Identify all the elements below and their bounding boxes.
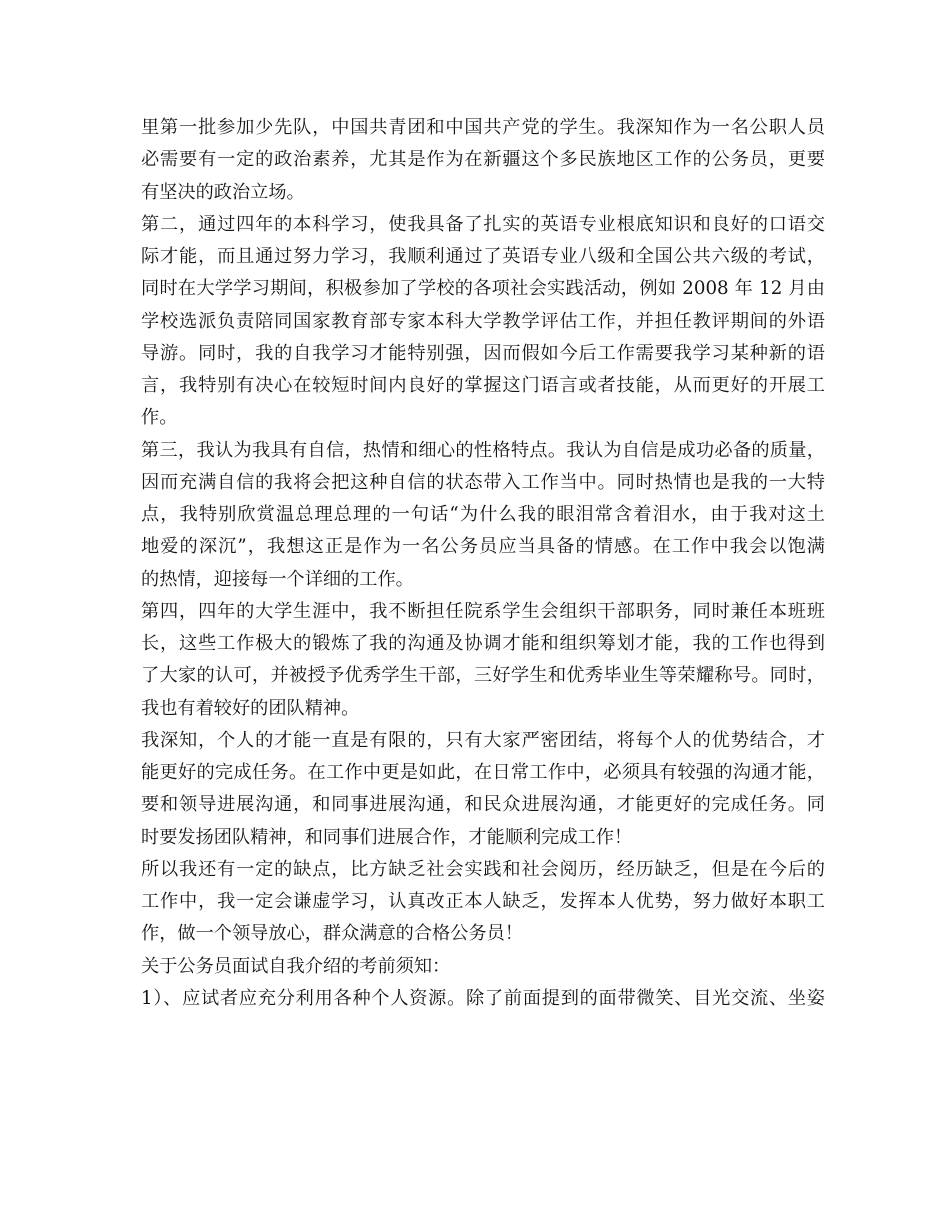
- text-line: 能更好的完成任务。在工作中更是如此，在日常工作中，必须具有较强的沟通才能，: [141, 762, 825, 783]
- body-text: [141, 112, 825, 1015]
- text-line: 点，我特别欣赏温总理总理的一句话“为什么我的眼泪常含着泪水，由于我对这土: [141, 504, 825, 525]
- text-line: 同时在大学学习期间，积极参加了学校的各项社会实践活动，例如 2008 年 12 月由: [141, 278, 825, 300]
- text-line: 1）、应试者应充分利用各种个人资源。除了前面提到的面带微笑、目光交流、坐姿: [141, 987, 825, 1009]
- text-line: 我也有着较好的团队精神。: [141, 697, 360, 719]
- text-line: 必需要有一定的政治素养，尤其是作为在新疆这个多民族地区工作的公务员，更要: [141, 149, 825, 171]
- text-line: 导游。同时，我的自我学习才能特别强，因而假如今后工作需要我学习某种新的语: [141, 342, 825, 364]
- text-line: 言，我特别有决心在较短时间内良好的掌握这门语言或者技能，从而更好的开展工: [141, 375, 825, 396]
- text-line: 有坚决的政治立场。: [141, 181, 305, 203]
- text-line: 第三，我认为我具有自信，热情和细心的性格特点。我认为自信是成功必备的质量，: [141, 439, 825, 461]
- text-line: 因而充满自信的我将会把这种自信的状态带入工作当中。同时热情也是我的一大特: [141, 471, 825, 493]
- text-line: 学校选派负责陪同国家教育部专家本科大学教学评估工作，并担任教评期间的外语: [141, 310, 825, 332]
- text-line: 地爱的深沉”，我想这正是作为一名公务员应当具备的情感。在工作中我会以饱满: [141, 536, 825, 558]
- text-line: 第二，通过四年的本科学习，使我具备了扎实的英语专业根底知识和良好的口语交: [141, 213, 825, 235]
- text-line: 我深知，个人的才能一直是有限的，只有大家严密团结，将每个人的优势结合，才: [141, 729, 825, 751]
- text-line: 了大家的认可，并被授予优秀学生干部，三好学生和优秀毕业生等荣耀称号。同时，: [141, 665, 825, 687]
- text-line: 作。: [141, 407, 178, 429]
- text-line: 的热情，迎接每一个详细的工作。: [141, 568, 414, 590]
- text-line: 要和领导进展沟通，和同事进展沟通，和民众进展沟通，才能更好的完成任务。同: [141, 794, 825, 816]
- text-line: 作，做一个领导放心，群众满意的合格公务员！: [141, 923, 523, 945]
- text-line: 所以我还有一定的缺点，比方缺乏社会实践和社会阅历，经历缺乏，但是在今后的: [141, 858, 825, 880]
- text-line: 际才能，而且通过努力学习，我顺利通过了英语专业八级和全国公共六级的考试，: [141, 246, 825, 267]
- text-line: 长，这些工作极大的锻炼了我的沟通及协调才能和组织筹划才能，我的工作也得到: [141, 633, 825, 654]
- text-line: 时要发扬团队精神，和同事们进展合作，才能顺利完成工作！: [141, 826, 633, 848]
- text-line: 里第一批参加少先队，中国共青团和中国共产党的学生。我深知作为一名公职人员: [141, 117, 825, 138]
- text-line: 工作中，我一定会谦虚学习，认真改正本人缺乏，发挥本人优势，努力做好本职工: [141, 891, 825, 912]
- text-line: 关于公务员面试自我介绍的考前须知：: [141, 955, 451, 977]
- text-line: 第四，四年的大学生涯中，我不断担任院系学生会组织干部职务，同时兼任本班班: [141, 600, 825, 622]
